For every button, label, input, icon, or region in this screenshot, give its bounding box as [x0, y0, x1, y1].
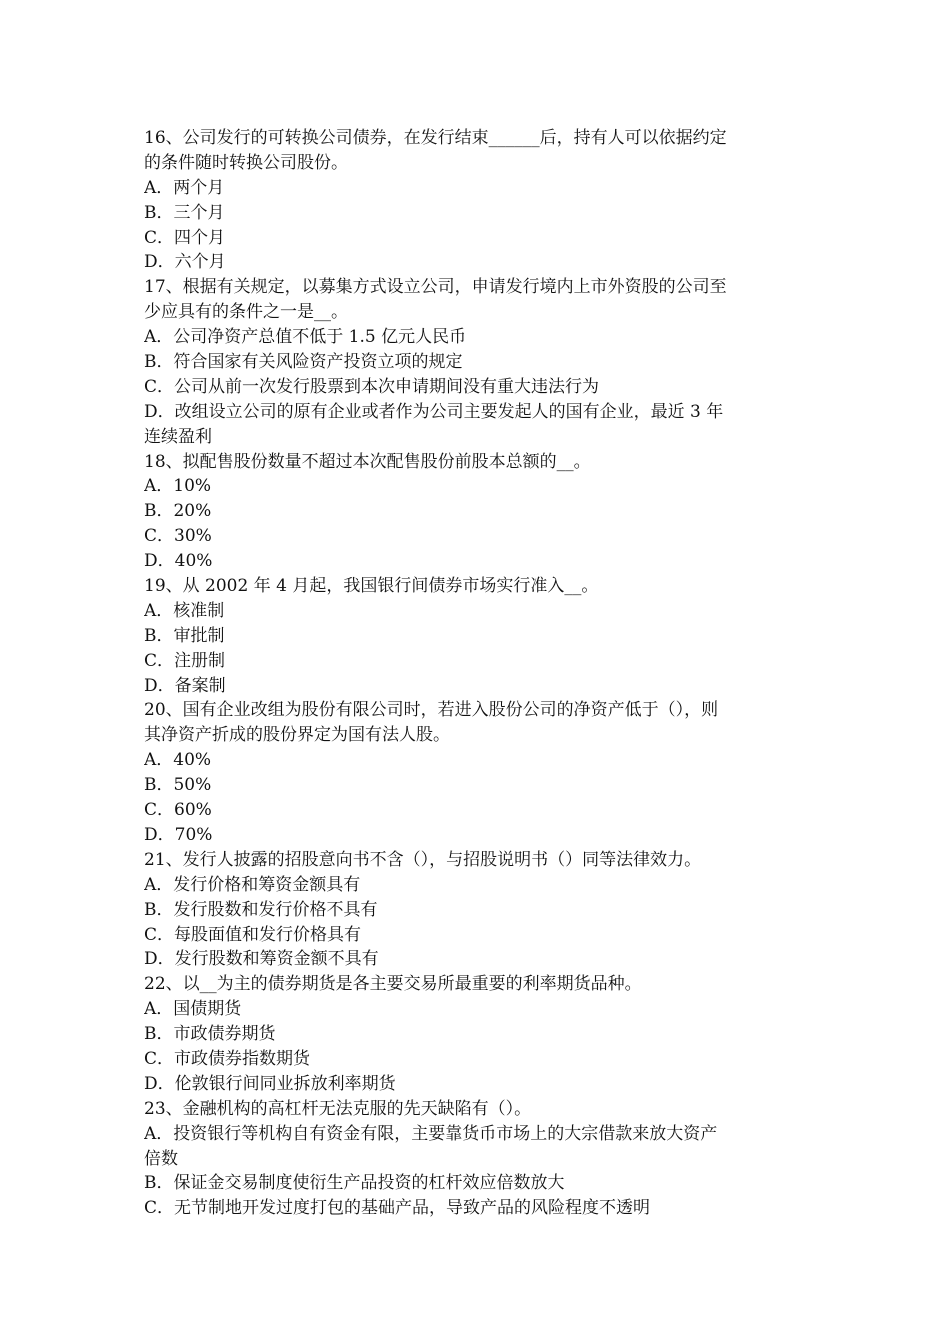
text-line: 20、国有企业改组为股份有限公司时，若进入股份公司的净资产低于（），则: [144, 700, 719, 721]
text-line: 18、拟配售股份数量不超过本次配售股份前股本总额的__。: [144, 451, 591, 472]
text-line: C．注册制: [144, 650, 226, 671]
text-line: 17、根据有关规定，以募集方式设立公司，申请发行境内上市外资股的公司至: [144, 277, 727, 298]
text-line: 21、发行人披露的招股意向书不含（），与招股说明书（）同等法律效力。: [144, 849, 702, 870]
text-line: B．符合国家有关风险资产投资立项的规定: [144, 352, 463, 373]
text-line: 连续盈利: [144, 426, 212, 447]
text-line: B．发行股数和发行价格不具有: [144, 899, 378, 920]
text-line: D．伦敦银行间同业拆放利率期货: [144, 1073, 396, 1094]
text-line: B．20%: [144, 501, 212, 522]
text-line: A．两个月: [144, 177, 225, 198]
text-line: B．保证金交易制度使衍生产品投资的杠杆效应倍数放大: [144, 1173, 565, 1194]
text-line: C．公司从前一次发行股票到本次申请期间没有重大违法行为: [144, 376, 600, 397]
text-line: 19、从 2002 年 4 月起，我国银行间债券市场实行准入__。: [144, 576, 599, 597]
text-line: 的条件随时转换公司股份。: [144, 152, 348, 173]
text-line: A．10%: [144, 476, 212, 497]
text-line: C．每股面值和发行价格具有: [144, 924, 362, 945]
text-line: A．发行价格和筹资金额具有: [144, 874, 361, 895]
text-line: D．备案制: [144, 675, 226, 696]
text-line: 23、金融机构的高杠杆无法克服的先天缺陷有（）。: [144, 1098, 532, 1119]
text-line: A．国债期货: [144, 999, 242, 1020]
text-line: C．无节制地开发过度打包的基础产品，导致产品的风险程度不透明: [144, 1198, 651, 1219]
text-line: A．公司净资产总值不低于 1.5 亿元人民币: [144, 327, 467, 348]
text-line: D．70%: [144, 824, 213, 845]
text-line: C．60%: [144, 800, 212, 821]
text-line: B．市政债券期货: [144, 1024, 276, 1045]
text-line: C．市政债券指数期货: [144, 1048, 311, 1069]
text-line: A．40%: [144, 750, 212, 771]
text-line: A．核准制: [144, 600, 225, 621]
text-line: 少应具有的条件之一是__。: [144, 302, 348, 323]
text-line: B．50%: [144, 775, 212, 796]
text-line: 16、公司发行的可转换公司债券，在发行结束______后，持有人可以依据约定: [144, 128, 727, 148]
document-page: [144, 126, 808, 1221]
text-line: 倍数: [144, 1148, 178, 1169]
text-line: 22、以__为主的债券期货是各主要交易所最重要的利率期货品种。: [144, 974, 642, 995]
text-line: A．投资银行等机构自有资金有限，主要靠货币市场上的大宗借款来放大资产: [144, 1123, 718, 1144]
text-line: 其净资产折成的股份界定为国有法人股。: [144, 725, 450, 746]
text-line: D．发行股数和筹资金额不具有: [144, 949, 379, 970]
text-line: B．审批制: [144, 625, 225, 646]
text-line: C．30%: [144, 526, 212, 547]
text-line: D．40%: [144, 551, 213, 572]
text-line: B．三个月: [144, 202, 225, 223]
text-line: D．改组设立公司的原有企业或者作为公司主要发起人的国有企业，最近 3 年: [144, 401, 724, 422]
text-line: D．六个月: [144, 252, 226, 273]
text-line: C．四个月: [144, 227, 226, 248]
